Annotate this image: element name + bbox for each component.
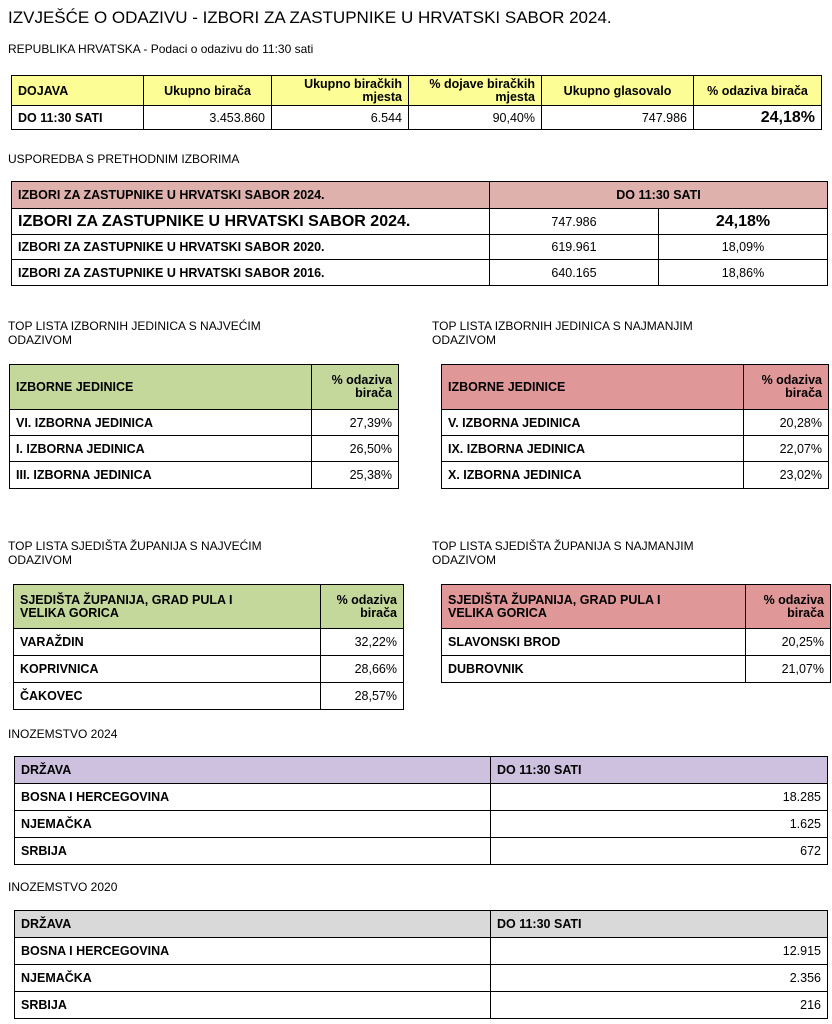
report-title: IZVJEŠĆE O ODAZIVU - IZBORI ZA ZASTUPNIKE U HRVATSKI SABOR 2024.: [8, 8, 612, 27]
comparison-row-turnout: 18,09%: [659, 235, 828, 260]
comparison-header-time: DO 11:30 SATI: [490, 182, 828, 209]
cities-top-title: [8, 539, 262, 567]
country-voted: 2.356: [491, 965, 828, 992]
summary-voted: 747.986: [542, 106, 694, 130]
comparison-row-turnout: 24,18%: [659, 209, 828, 235]
unit-turnout: 20,28%: [744, 410, 829, 436]
table-row: [15, 811, 828, 838]
summary-voters: 3.453.860: [144, 106, 272, 130]
country-name: SRBIJA: [15, 992, 491, 1019]
country-voted: 216: [491, 992, 828, 1019]
unit-turnout: 26,50%: [312, 436, 399, 462]
city-name: DUBROVNIK: [442, 656, 746, 683]
table-row: [442, 656, 831, 683]
table-row: [15, 965, 828, 992]
units-bottom-table: [441, 364, 829, 489]
summary-table: [11, 75, 822, 130]
abroad-2020-header-country: DRŽAVA: [15, 911, 491, 938]
unit-turnout: 27,39%: [312, 410, 399, 436]
country-name: BOSNA I HERCEGOVINA: [15, 938, 491, 965]
unit-name: IX. IZBORNA JEDINICA: [442, 436, 744, 462]
units-top-table: [9, 364, 399, 489]
table-row: [12, 106, 822, 130]
table-row: [15, 938, 828, 965]
city-name: ČAKOVEC: [14, 683, 321, 710]
city-name: VARAŽDIN: [14, 629, 321, 656]
unit-name: I. IZBORNA JEDINICA: [10, 436, 312, 462]
table-row: [442, 410, 829, 436]
city-turnout: 28,57%: [321, 683, 404, 710]
city-turnout: 20,25%: [746, 629, 831, 656]
table-row: [10, 436, 399, 462]
unit-turnout: 25,38%: [312, 462, 399, 489]
header-dojave-birackih-mjesta: % dojave biračkih mjesta: [409, 76, 542, 106]
summary-label: DO 11:30 SATI: [12, 106, 144, 130]
table-row: [15, 838, 828, 865]
cities-bottom-title: [432, 539, 694, 567]
table-row: [14, 629, 404, 656]
comparison-row-label: IZBORI ZA ZASTUPNIKE U HRVATSKI SABOR 2020.: [12, 235, 490, 260]
table-row: [10, 410, 399, 436]
header-ukupno-birackih-mjesta: Ukupno biračkih mjesta: [272, 76, 409, 106]
units-top-header-label: IZBORNE JEDINICE: [10, 365, 312, 410]
comparison-table: [11, 181, 828, 286]
table-row: [12, 260, 828, 286]
country-name: BOSNA I HERCEGOVINA: [15, 784, 491, 811]
abroad-2020-title: INOZEMSTVO 2020: [8, 880, 118, 894]
header-ukupno-glasovalo: Ukupno glasovalo: [542, 76, 694, 106]
comparison-row-turnout: 18,86%: [659, 260, 828, 286]
city-turnout: 32,22%: [321, 629, 404, 656]
units-top-header-pct: % odaziva birača: [312, 365, 399, 410]
unit-turnout: 22,07%: [744, 436, 829, 462]
cities-top-title-line2: ODAZIVOM: [8, 553, 73, 567]
units-bottom-title: [432, 319, 693, 347]
abroad-2024-table: [14, 756, 828, 865]
cities-bottom-table: [441, 584, 831, 683]
cities-bottom-header-label: SJEDIŠTA ŽUPANIJA, GRAD PULA I VELIKA GORICA: [442, 585, 746, 629]
units-bottom-title-line2: ODAZIVOM: [432, 333, 497, 347]
cities-bottom-header-pct: % odaziva birača: [746, 585, 831, 629]
summary-report-pct: 90,40%: [409, 106, 542, 130]
country-voted: 12.915: [491, 938, 828, 965]
abroad-2024-title: INOZEMSTVO 2024: [8, 727, 118, 741]
cities-top-title-line1: TOP LISTA SJEDIŠTA ŽUPANIJA S NAJVEĆIM: [8, 539, 262, 553]
unit-name: III. IZBORNA JEDINICA: [10, 462, 312, 489]
country-voted: 18.285: [491, 784, 828, 811]
report-subtitle: REPUBLIKA HRVATSKA - Podaci o odazivu do 11:30 sati: [8, 42, 314, 56]
abroad-2020-header-time: DO 11:30 SATI: [491, 911, 828, 938]
table-row: [12, 235, 828, 260]
unit-turnout: 23,02%: [744, 462, 829, 489]
comparison-header-election: IZBORI ZA ZASTUPNIKE U HRVATSKI SABOR 2024.: [12, 182, 490, 209]
table-row: [12, 209, 828, 235]
comparison-row-voted: 619.961: [490, 235, 659, 260]
units-bottom-header-pct: % odaziva birača: [744, 365, 829, 410]
units-top-title-line1: TOP LISTA IZBORNIH JEDINICA S NAJVEĆIM: [8, 319, 261, 333]
units-top-title-line2: ODAZIVOM: [8, 333, 73, 347]
table-row: [442, 629, 831, 656]
abroad-2024-header-country: DRŽAVA: [15, 757, 491, 784]
header-dojava: DOJAVA: [12, 76, 144, 106]
abroad-2020-table: [14, 910, 828, 1019]
cities-top-table: [13, 584, 404, 710]
city-turnout: 28,66%: [321, 656, 404, 683]
summary-turnout: 24,18%: [694, 106, 822, 130]
abroad-2024-header-time: DO 11:30 SATI: [491, 757, 828, 784]
city-turnout: 21,07%: [746, 656, 831, 683]
country-voted: 1.625: [491, 811, 828, 838]
units-top-title: [8, 319, 261, 347]
comparison-row-voted: 747.986: [490, 209, 659, 235]
cities-bottom-title-line1: TOP LISTA SJEDIŠTA ŽUPANIJA S NAJMANJIM: [432, 539, 694, 553]
unit-name: VI. IZBORNA JEDINICA: [10, 410, 312, 436]
summary-polling-stations: 6.544: [272, 106, 409, 130]
city-name: SLAVONSKI BROD: [442, 629, 746, 656]
table-row: [10, 462, 399, 489]
units-bottom-header-label: IZBORNE JEDINICE: [442, 365, 744, 410]
country-name: NJEMAČKA: [15, 965, 491, 992]
country-voted: 672: [491, 838, 828, 865]
table-row: [15, 992, 828, 1019]
table-row: [442, 462, 829, 489]
country-name: SRBIJA: [15, 838, 491, 865]
unit-name: V. IZBORNA JEDINICA: [442, 410, 744, 436]
units-bottom-title-line1: TOP LISTA IZBORNIH JEDINICA S NAJMANJIM: [432, 319, 693, 333]
city-name: KOPRIVNICA: [14, 656, 321, 683]
comparison-row-voted: 640.165: [490, 260, 659, 286]
table-row: [15, 784, 828, 811]
comparison-row-label: IZBORI ZA ZASTUPNIKE U HRVATSKI SABOR 2016.: [12, 260, 490, 286]
cities-bottom-title-line2: ODAZIVOM: [432, 553, 497, 567]
comparison-row-label: IZBORI ZA ZASTUPNIKE U HRVATSKI SABOR 2024.: [12, 209, 490, 235]
cities-top-header-label: SJEDIŠTA ŽUPANIJA, GRAD PULA I VELIKA GORICA: [14, 585, 321, 629]
header-ukupno-biraca: Ukupno birača: [144, 76, 272, 106]
header-odaziva-biraca: % odaziva birača: [694, 76, 822, 106]
table-row: [14, 683, 404, 710]
table-row: [14, 656, 404, 683]
comparison-section-title: USPOREDBA S PRETHODNIM IZBORIMA: [8, 152, 240, 166]
table-row: [442, 436, 829, 462]
cities-top-header-pct: % odaziva birača: [321, 585, 404, 629]
country-name: NJEMAČKA: [15, 811, 491, 838]
unit-name: X. IZBORNA JEDINICA: [442, 462, 744, 489]
